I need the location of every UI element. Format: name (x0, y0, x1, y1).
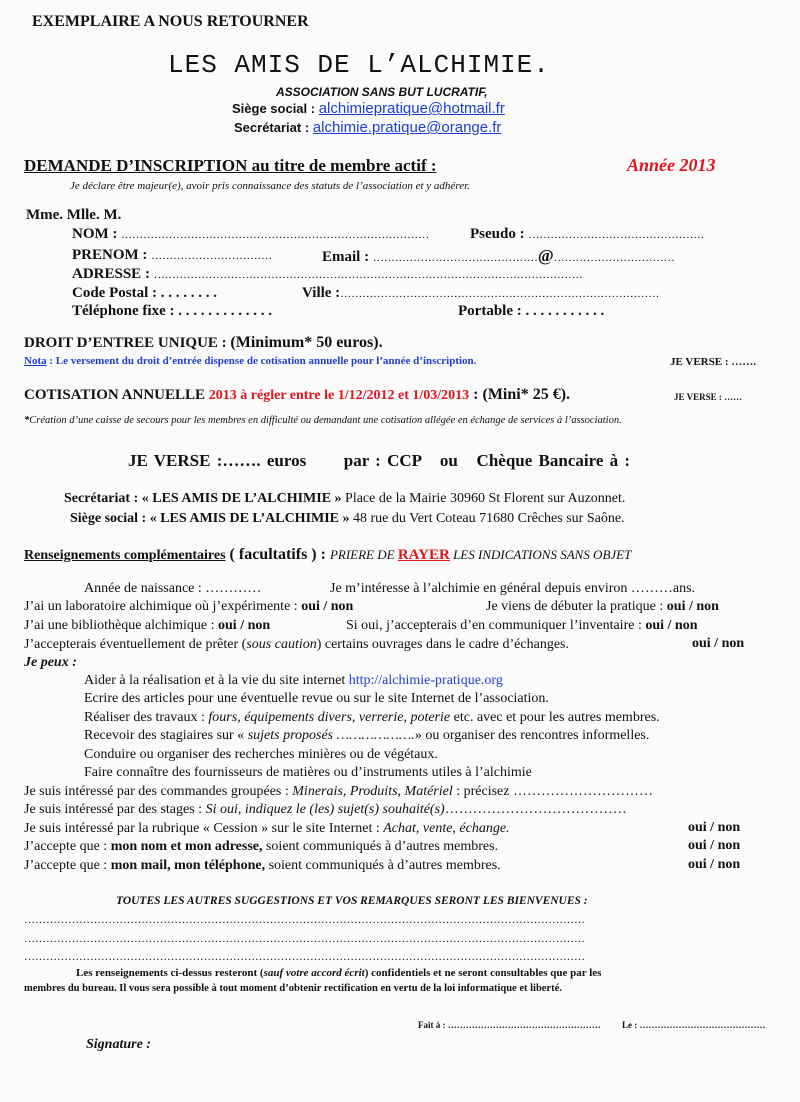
rayer: RAYER (397, 547, 450, 563)
q-preter-caution: sous caution (246, 637, 317, 652)
q-cession (24, 820, 510, 837)
q-nom-c: soient communiqués à d’autres membres. (262, 839, 499, 854)
portable-row (458, 303, 604, 320)
cp-row (72, 285, 217, 302)
q-biblio-text: J’ai une bibliothèque alchimique : (24, 618, 219, 633)
q-preter-b: ) certains ouvrages dans le cadre d’échanges. (316, 637, 569, 652)
p-articles[interactable]: Ecrire des articles pour une éventuelle revue ou sur le site Internet de l’association. (84, 691, 549, 706)
ville-row (302, 285, 659, 303)
p-travaux-list: fours, équipements divers, verrerie, poterie (208, 710, 451, 725)
nom-label: NOM : (72, 226, 118, 242)
form-year: Année 2013 (627, 155, 716, 175)
nota (24, 353, 476, 370)
p-fournisseurs[interactable]: Faire connaître des fournisseurs de matières ou d’instruments utiles à l’alchimie (84, 765, 532, 780)
je-peux: Je peux : (24, 655, 77, 670)
tel-label: Téléphone fixe : (72, 303, 175, 319)
q-cession-oui-non[interactable]: oui / non (688, 820, 741, 835)
q-nom-a: J’accepte que : (24, 839, 111, 854)
cp-field[interactable]: . . . . . . . . (160, 285, 217, 301)
siege-email-link[interactable]: alchimiepratique@hotmail.fr (318, 100, 505, 117)
fait-a-field[interactable]: Fait à : …………………………………………… (418, 1020, 601, 1030)
extra-title-row (24, 546, 631, 564)
form-title: DEMANDE D’INSCRIPTION au titre de membre actif : (24, 156, 437, 175)
je-verse-droit[interactable]: JE VERSE : ……. (670, 356, 756, 368)
q-mail-a: J’accepte que : (24, 858, 111, 873)
q-inventaire (346, 617, 697, 634)
droit-label: DROIT D’ENTREE UNIQUE : (24, 335, 231, 351)
tel-field[interactable]: . . . . . . . . . . . . . (178, 303, 272, 319)
siege-address-label: Siège social : « LES AMIS DE L’ALCHIMIE » (70, 511, 354, 526)
le-field[interactable]: Le : …………………………………… (622, 1020, 766, 1030)
q-cession-a: Je suis intéressé par la rubrique « Cession » sur le site Internet : (24, 821, 384, 836)
suggestions-heading: TOUTES LES AUTRES SUGGESTIONS ET VOS REMARQUES SERONT LES BIENVENUES : (116, 895, 588, 907)
suggestions-line-2[interactable]: ……………………………………………………………………………………………………………………………………… (24, 933, 585, 945)
q-mail-b: mon mail, mon téléphone, (110, 858, 266, 873)
q-mail-oui-non[interactable]: oui / non (688, 857, 741, 872)
portable-field[interactable]: . . . . . . . . . . . (525, 303, 605, 319)
cotisation-dates: 2013 à régler entre le 1/12/2012 et 1/03/2013 (208, 388, 470, 403)
confidential-line-2: membres du bureau. Il vous sera possible à tout moment d’obtenir rectification en vertu de la loi informatique et liberté. (24, 983, 562, 994)
siege-label: Siège social : (232, 101, 319, 116)
footnote-star: * (24, 415, 30, 426)
nom-field[interactable]: ………………………………………………………………………… (121, 229, 430, 241)
p-stagiaires[interactable] (84, 727, 649, 744)
footnote (24, 412, 622, 429)
secr-address-label: Secrétariat : « LES AMIS DE L’ALCHIMIE » (64, 491, 346, 506)
q-debuter (486, 598, 719, 615)
email-field-user[interactable]: ……………………………………… (372, 252, 538, 264)
nota-label: Nota (24, 355, 47, 367)
droit-amount: (Minimum* 50 euros). (230, 334, 383, 351)
secretariat-address (64, 490, 625, 507)
p-travaux-a: Réaliser des travaux : (84, 710, 209, 725)
portable-label: Portable : (458, 303, 522, 319)
q-preter-oui-non[interactable]: oui / non (692, 636, 745, 651)
email-field-domain[interactable]: …………………………… (553, 252, 675, 264)
pseudo-field[interactable]: ………………………………………… (528, 229, 705, 241)
ville-label: Ville : (302, 285, 341, 301)
q-inventaire-text: Si oui, j’accepterais d’en communiquer l’inventaire : (346, 618, 646, 633)
extra-title: Renseignements complémentaires (24, 548, 226, 563)
ville-field[interactable]: …………………………………………………………………………… (340, 288, 660, 300)
confid-1a: Les renseignements ci-dessus resteront ( (76, 967, 264, 979)
q-stages-i: Si oui, indiquez le (les) sujet(s) souhaité(s) (205, 802, 445, 817)
q-inventaire-oui-non[interactable]: oui / non (645, 618, 698, 633)
signature-label: Signature : (86, 1037, 151, 1052)
q-mail-tel (24, 857, 501, 874)
email-row (322, 247, 675, 267)
tel-row (72, 303, 272, 320)
q-naissance[interactable]: Année de naissance : ………… (84, 581, 262, 596)
q-interesse[interactable]: Je m’intéresse à l’alchimie en général depuis environ ………ans. (330, 581, 696, 596)
secretariat-email-link[interactable]: alchimie.pratique@orange.fr (312, 119, 502, 136)
adresse-field[interactable]: ……………………………………………………………………………………………………… (153, 269, 583, 281)
pseudo-label: Pseudo : (470, 226, 525, 242)
q-biblio-oui-non[interactable]: oui / non (218, 618, 271, 633)
secretariat-label: Secrétariat : (234, 120, 313, 135)
q-labo-oui-non[interactable]: oui / non (301, 599, 354, 614)
org-type: ASSOCIATION SANS BUT LUCRATIF, (276, 85, 488, 99)
q-debuter-oui-non[interactable]: oui / non (666, 599, 719, 614)
facultatifs: ( facultatifs ) : (225, 546, 330, 563)
q-nom-b: mon nom et mon adresse, (110, 839, 263, 854)
at-sign: @ (537, 246, 554, 265)
email-label: Email : (322, 249, 370, 265)
cotisation-label: COTISATION ANNUELLE (24, 387, 209, 403)
p-site-text: Aider à la réalisation et à la vie du site internet (84, 673, 349, 688)
declaration: Je déclare être majeur(e), avoir pris connaissance des statuts de l’association et y adhérer. (70, 180, 470, 192)
confid-1i: sauf votre accord écrit (263, 967, 365, 979)
q-commandes-b: : précisez ………………………… (452, 784, 653, 799)
cotisation-amount: : (Mini* 25 €). (469, 386, 571, 403)
prenom-row (72, 247, 272, 265)
civility: Mme. Mlle. M. (26, 207, 122, 223)
prenom-label: PRENOM : (72, 247, 148, 263)
p-travaux[interactable] (84, 709, 660, 726)
q-mail-c: soient communiqués à d’autres membres. (265, 858, 501, 873)
p-stagiaires-b: » ou organiser des rencontres informelles. (414, 728, 650, 743)
pseudo-row (470, 226, 704, 244)
p-stagiaires-a: Recevoir des stagiaires sur « (84, 728, 248, 743)
siege-email-line (232, 100, 505, 117)
return-note: EXEMPLAIRE A NOUS RETOURNER (32, 13, 309, 30)
adresse-row (72, 266, 583, 284)
org-name: LES AMIS DE L’ALCHIMIE. (168, 50, 550, 80)
q-commandes[interactable] (24, 783, 653, 800)
confid-1b: ) confidentiels et ne seront consultables que par les (364, 967, 602, 979)
payment-line: JE VERSE :……. euros par : CCP ou Chèque Bancaire à : (128, 451, 631, 470)
q-labo (24, 598, 353, 615)
sans-objet: LES INDICATIONS SANS OBJET (449, 547, 632, 562)
q-stages[interactable] (24, 801, 627, 818)
q-biblio (24, 617, 270, 634)
nom-row (72, 226, 429, 244)
adresse-label: ADRESSE : (72, 266, 150, 282)
p-travaux-b: etc. avec et pour les autres membres. (450, 710, 660, 725)
q-stages-a: Je suis intéressé par des stages : (24, 802, 206, 817)
p-recherches[interactable]: Conduire ou organiser des recherches minières ou de végétaux. (84, 747, 438, 762)
droit-entree (24, 334, 383, 352)
nota-text: : Le versement du droit d’entrée dispense de cotisation annuelle pour l’année d’inscription. (46, 355, 477, 367)
cp-label: Code Postal : (72, 285, 157, 301)
p-site[interactable] (84, 672, 503, 689)
secretariat-email-line (234, 119, 501, 136)
p-stagiaires-sujets: sujets proposés ………………. (247, 728, 415, 743)
suggestions-line-1[interactable]: ……………………………………………………………………………………………………………………………………… (24, 914, 585, 926)
q-commandes-list: Minerais, Produits, Matériel (292, 784, 453, 799)
secr-address-text: Place de la Mairie 30960 St Florent sur Auzonnet. (345, 491, 626, 506)
cotisation (24, 386, 570, 404)
footnote-text: Création d’une caisse de secours pour les membres en difficulté ou demandant une cotisation allégée en échange de services à l’association. (29, 415, 622, 426)
q-nom-oui-non[interactable]: oui / non (688, 838, 741, 853)
je-verse-cotisation[interactable]: JE VERSE : …… (674, 392, 743, 402)
siege-address-text: 48 rue du Vert Coteau 71680 Crêches sur Saône. (353, 511, 625, 526)
siege-address (70, 510, 625, 527)
q-labo-text: J’ai un laboratoire alchimique où j’expérimente : (24, 599, 302, 614)
priere: PRIERE DE (329, 547, 398, 562)
suggestions-line-3[interactable]: ……………………………………………………………………………………………………………………………………… (24, 951, 585, 963)
q-preter-a: J’accepterais éventuellement de prêter ( (24, 637, 247, 652)
site-url-link[interactable]: http://alchimie-pratique.org (348, 673, 503, 688)
q-cession-i: Achat, vente, échange. (383, 821, 510, 836)
prenom-field[interactable]: …………………………… (151, 250, 273, 262)
q-stages-b: ………………………………… (444, 802, 627, 817)
q-preter (24, 636, 569, 653)
q-nom-adresse (24, 838, 498, 855)
q-commandes-a: Je suis intéressé par des commandes groupées : (24, 784, 293, 799)
q-debuter-text: Je viens de débuter la pratique : (486, 599, 667, 614)
